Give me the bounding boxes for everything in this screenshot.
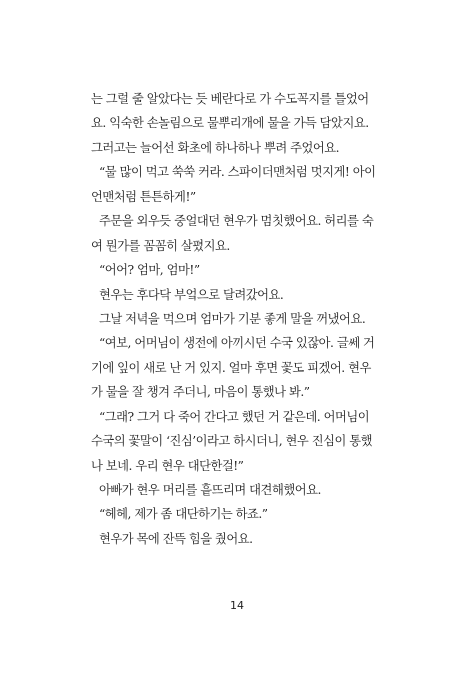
text-line: 나 보네. 우리 현우 대단한걸!” [91, 458, 244, 473]
text-line: “물 많이 먹고 쑥쑥 커라. 스파이더맨처럼 멋지게! 아이 [99, 165, 376, 180]
text-line: 여 뭔가를 꼼꼼히 살폈지요. [91, 238, 230, 253]
body-text [91, 87, 391, 551]
text-line: 그날 저녁을 먹으며 엄마가 기분 좋게 말을 꺼냈어요. [99, 311, 366, 326]
text-line: 주문을 외우듯 중얼대던 현우가 멈칫했어요. 허리를 숙 [99, 214, 374, 229]
page-number: 14 [230, 599, 244, 612]
text-line: 언맨처럼 튼튼하게!” [91, 189, 196, 204]
text-line: 수국의 꽃말이 ‘진심’이라고 하시더니, 현우 진심이 통했 [91, 434, 373, 449]
text-line: 기에 잎이 새로 난 거 있지. 얼마 후면 꽃도 피겠어. 현우 [91, 360, 371, 375]
text-line: “여보, 어머님이 생전에 아끼시던 수국 있잖아. 글쎄 거 [99, 336, 375, 351]
text-line: 가 물을 잘 챙겨 주더니, 마음이 통했나 봐.” [91, 385, 310, 400]
text-line: “헤헤, 제가 좀 대단하기는 하죠.” [99, 507, 268, 522]
text-line: 현우가 목에 잔뜩 힘을 줬어요. [99, 531, 253, 546]
text-line: “어어? 엄마, 엄마!” [99, 263, 200, 278]
text-line: 현우는 후다닥 부엌으로 달려갔어요. [99, 287, 284, 302]
text-line: 그러고는 늘어선 화초에 하나하나 뿌려 주었어요. [91, 140, 340, 155]
text-line: 요. 익숙한 손놀림으로 물뿌리개에 물을 가득 담았지요. [91, 116, 369, 131]
text-line: “그래? 그거 다 죽어 간다고 했던 거 같은데. 어머님이 [99, 409, 370, 424]
text-line: 아빠가 현우 머리를 흩뜨리며 대견해했어요. [99, 483, 321, 497]
text-line: 는 그럴 줄 알았다는 듯 베란다로 가 수도꼭지를 틀었어 [91, 92, 369, 106]
